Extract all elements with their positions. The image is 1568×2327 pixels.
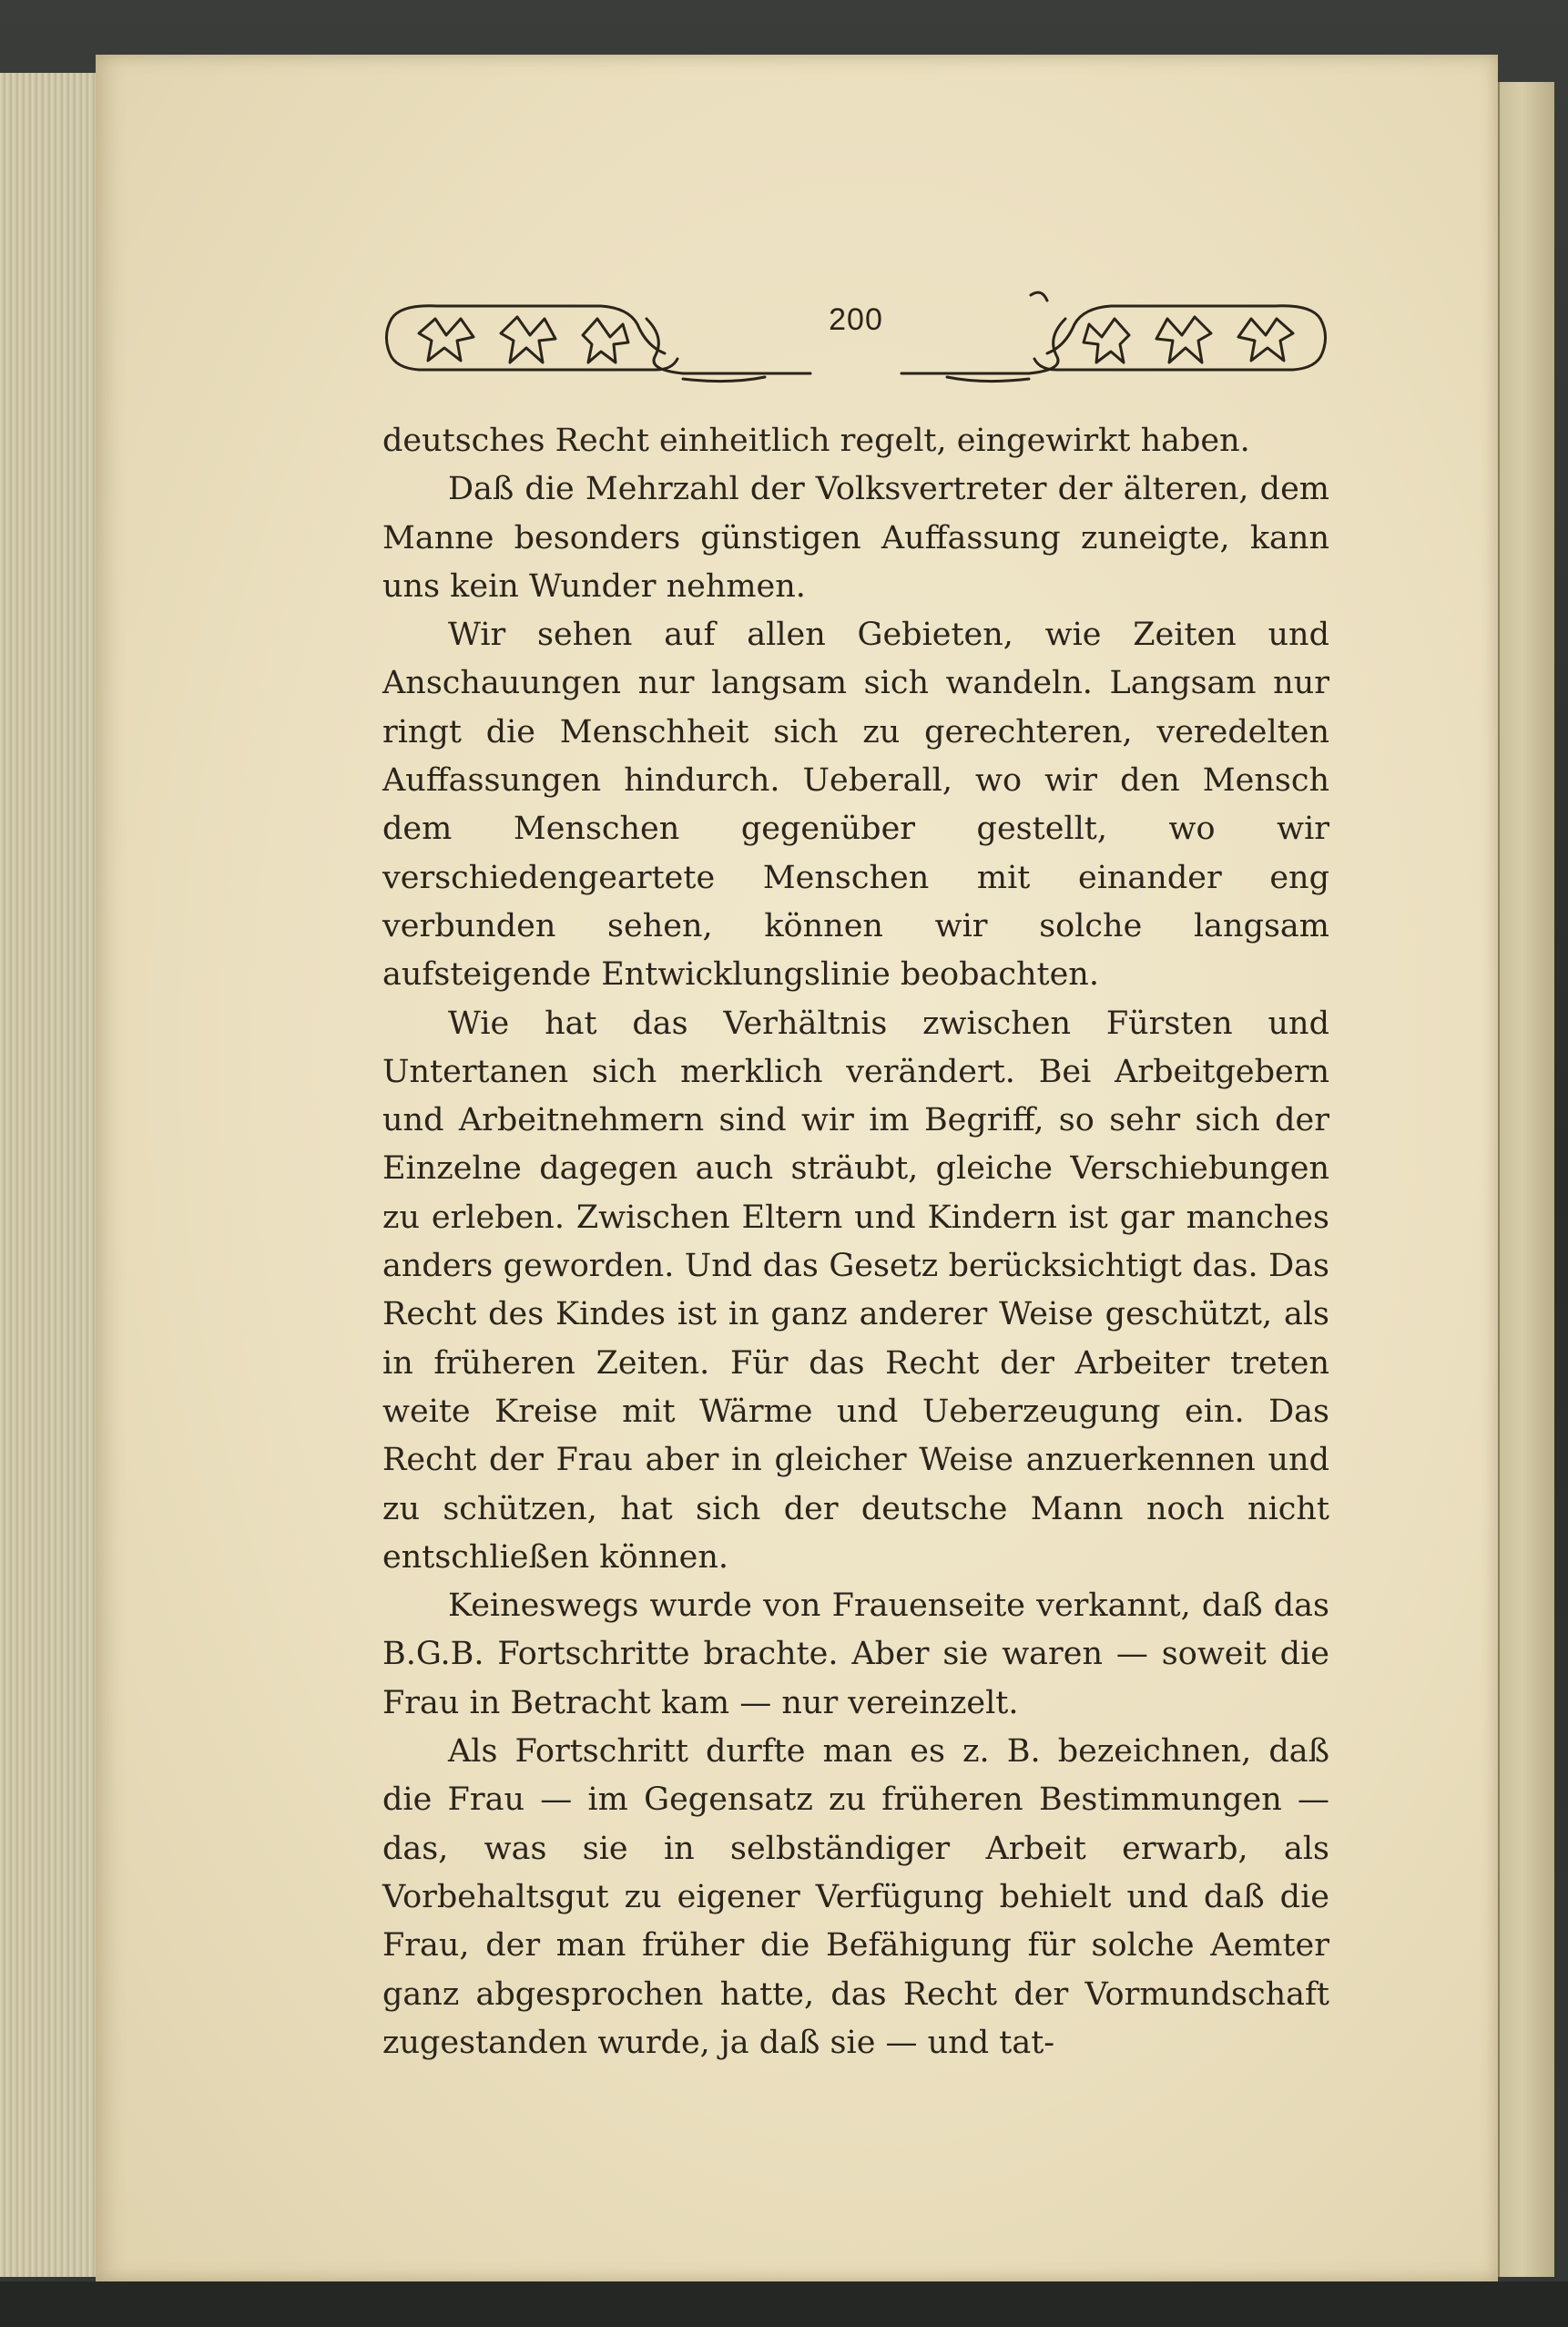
page-header	[382, 282, 1329, 392]
paragraph: deutsches Recht einheitlich regelt, eingewirkt haben.	[382, 423, 1250, 459]
page-number: 200	[829, 302, 883, 337]
paragraph: Wie hat das Verhältnis zwischen Fürsten und Untertanen sich merklich verändert. Bei Arbeitgebern und Arbeitnehmern sind wir im Begriff, so sehr sich der Einzelne dagegen auch sträubt, gleiche Verschiebungen zu erleben. Zwischen Eltern und Kindern ist gar manches anders geworden. Und das Gesetz berücksichtigt das. Das Recht des Kindes ist in ganz anderer Weise geschützt, als in früheren Zeiten. Für das Recht der Arbeiter treten weite Kreise mit Wärme und Ueberzeugung ein. Das Recht der Frau aber in gleicher Weise anzuerkennen und zu schützen, hat sich der deutsche Mann noch nicht entschließen können.	[382, 1005, 1329, 1576]
facing-page-edge	[1498, 82, 1554, 2277]
paragraph: Wir sehen auf allen Gebieten, wie Zeiten und Anschauungen nur langsam sich wandeln. Langsam nur ringt die Menschheit sich zu gerechteren, veredelten Auffassungen hindurch. Ueberall, wo wir den Mensch dem Menschen gegenüber gestellt, wo wir verschiedengeartete Menschen mit einander eng verbunden sehen, können wir solche langsam aufsteigende Entwicklungslinie beobachten.	[382, 617, 1329, 994]
page-edges	[0, 73, 97, 2277]
paragraph: Daß die Mehrzahl der Volksvertreter der älteren, dem Manne besonders günstigen Auffassung zuneigte, kann uns kein Wunder nehmen.	[382, 471, 1329, 605]
paragraph: Als Fortschritt durfte man es z. B. bezeichnen, daß die Frau — im Gegensatz zu früheren Bestimmungen — das, was sie in selbständiger Arbeit erwarb, als Vorbehaltsgut zu eigener Verfügung behielt und daß die Frau, der man früher die Befähigung für solche Aemter ganz abgesprochen hatte, das Recht der Vormundschaft zugestanden wurde, ja daß sie — und tat-	[382, 1733, 1329, 2061]
body-text	[382, 417, 1329, 2067]
paragraph: Keineswegs wurde von Frauenseite verkannt, daß das B.G.B. Fortschritte brachte. Aber sie waren — soweit die Frau in Betracht kam — nur vereinzelt.	[382, 1587, 1329, 1721]
cover-bottom-edge	[0, 2281, 1568, 2327]
